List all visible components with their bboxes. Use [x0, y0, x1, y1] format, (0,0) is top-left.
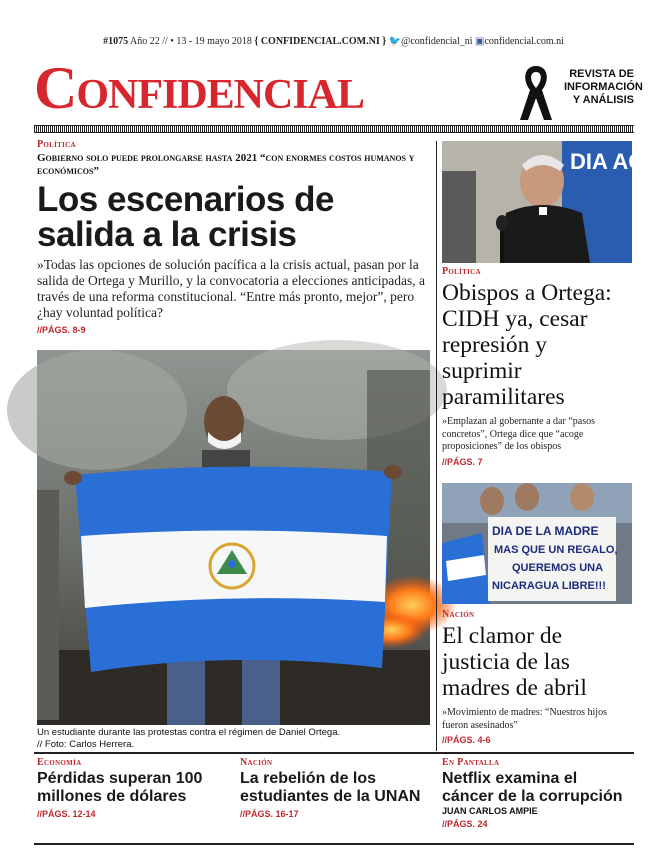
- main-story[interactable]: [37, 139, 430, 335]
- main-photo-protester-flag: [37, 350, 430, 725]
- facebook-icon: ▣: [475, 36, 485, 47]
- sign-line-3: QUEREMOS UNA: [512, 562, 604, 574]
- site-url[interactable]: { CONFIDENCIAL.COM.NI }: [254, 36, 387, 47]
- bottom-pages[interactable]: // PÁGS. 24: [442, 819, 632, 829]
- tagline: [564, 68, 643, 107]
- tagline-line-2: INFORMACIÓN: [564, 81, 643, 93]
- bishop-photo: [442, 141, 645, 263]
- bottom-pages[interactable]: // PÁGS. 16-17: [240, 809, 430, 819]
- sign-line-1: DIA DE LA MADRE: [492, 524, 599, 538]
- caption-text: Un estudiante durante las protestas contra el régimen de Daniel Ortega.: [37, 727, 341, 738]
- footer-rule: [34, 843, 634, 845]
- bottom-section-label: Economía: [37, 757, 82, 768]
- photo-credit: // Foto: Carlos Herrera.: [37, 739, 430, 751]
- right-story-mothers[interactable]: [442, 609, 632, 745]
- mothers-section-label: Nación: [442, 609, 475, 620]
- main-dek: »Todas las opciones de solución pacífica a la crisis actual, pasan por la salida de Ortega y Murillo, y la convocatoria a elecciones anticipadas, a través de una reforma constitucional. “Entre más pronto, mejor”, pero ¿hay voluntad política?: [37, 257, 425, 320]
- bottom-divider: [34, 752, 634, 754]
- bottom-story-economia[interactable]: [37, 757, 227, 819]
- banner-text: DIA AC: [570, 149, 645, 174]
- mothers-headline[interactable]: El clamor de justicia de las madres de abril: [442, 623, 587, 701]
- bottom-section-label: Nación: [240, 757, 273, 768]
- sign-line-4: NICARAGUA LIBRE!!!: [492, 580, 606, 592]
- main-kicker: Gobierno solo puede prolongarse hasta 2021 “con enormes costos humanos y económicos”: [37, 152, 415, 177]
- bottom-headline[interactable]: Netflix examina el cáncer de la corrupción: [442, 770, 623, 805]
- tagline-line-3: Y ANÁLISIS: [572, 94, 634, 106]
- issue-info-bar: [0, 36, 667, 47]
- bottom-pages[interactable]: // PÁGS. 12-14: [37, 809, 227, 819]
- masthead-divider: [34, 125, 634, 133]
- twitter-icon: 🐦: [388, 36, 402, 47]
- issue-year: Año 22 //: [130, 36, 168, 47]
- sign-line-2: MAS QUE UN REGALO,: [494, 544, 618, 556]
- mothers-protest-photo: [442, 483, 632, 604]
- bottom-byline: JUAN CARLOS AMPIE: [442, 806, 538, 816]
- logo[interactable]: Confidencial: [34, 55, 365, 121]
- main-headline[interactable]: Los escenarios de salida a la crisis: [37, 180, 334, 254]
- issue-dates: • 13 - 19 mayo 2018: [170, 36, 252, 47]
- mourning-ribbon-icon: [516, 62, 556, 122]
- issue-number: #1075: [103, 36, 129, 47]
- bishops-dek: »Emplazan al gobernante a dar “pasos concretos”, Ortega dice que “acoge proposiciones” de los obispos: [442, 416, 595, 452]
- bishops-section-label: Política: [442, 266, 481, 277]
- bishops-headline[interactable]: Obispos a Ortega: CIDH ya, cesar represión y suprimir paramilitares: [442, 280, 612, 410]
- column-divider: [436, 141, 437, 751]
- bottom-story-nacion[interactable]: [240, 757, 430, 819]
- twitter-handle[interactable]: @confidencial_ni: [401, 36, 473, 47]
- mothers-pages[interactable]: // PÁGS. 4-6: [442, 735, 632, 745]
- bottom-section-label: En Pantalla: [442, 757, 500, 768]
- main-section-label: Política: [37, 139, 76, 150]
- bottom-headline[interactable]: Pérdidas superan 100 millones de dólares: [37, 770, 203, 805]
- main-pages[interactable]: // PÁGS. 8-9: [37, 325, 430, 335]
- main-photo-caption: [37, 727, 430, 751]
- masthead: [34, 52, 643, 124]
- bottom-story-en-pantalla[interactable]: [442, 757, 632, 829]
- mothers-dek: »Movimiento de madres: “Nuestros hijos fueron asesinados”: [442, 707, 607, 731]
- bottom-headline[interactable]: La rebelión de los estudiantes de la UNAN: [240, 770, 421, 805]
- facebook-page[interactable]: confidencial.com.ni: [484, 36, 564, 47]
- right-story-bishops[interactable]: [442, 266, 632, 467]
- tagline-line-1: REVISTA DE: [569, 68, 634, 80]
- bishops-pages[interactable]: // PÁGS. 7: [442, 457, 632, 467]
